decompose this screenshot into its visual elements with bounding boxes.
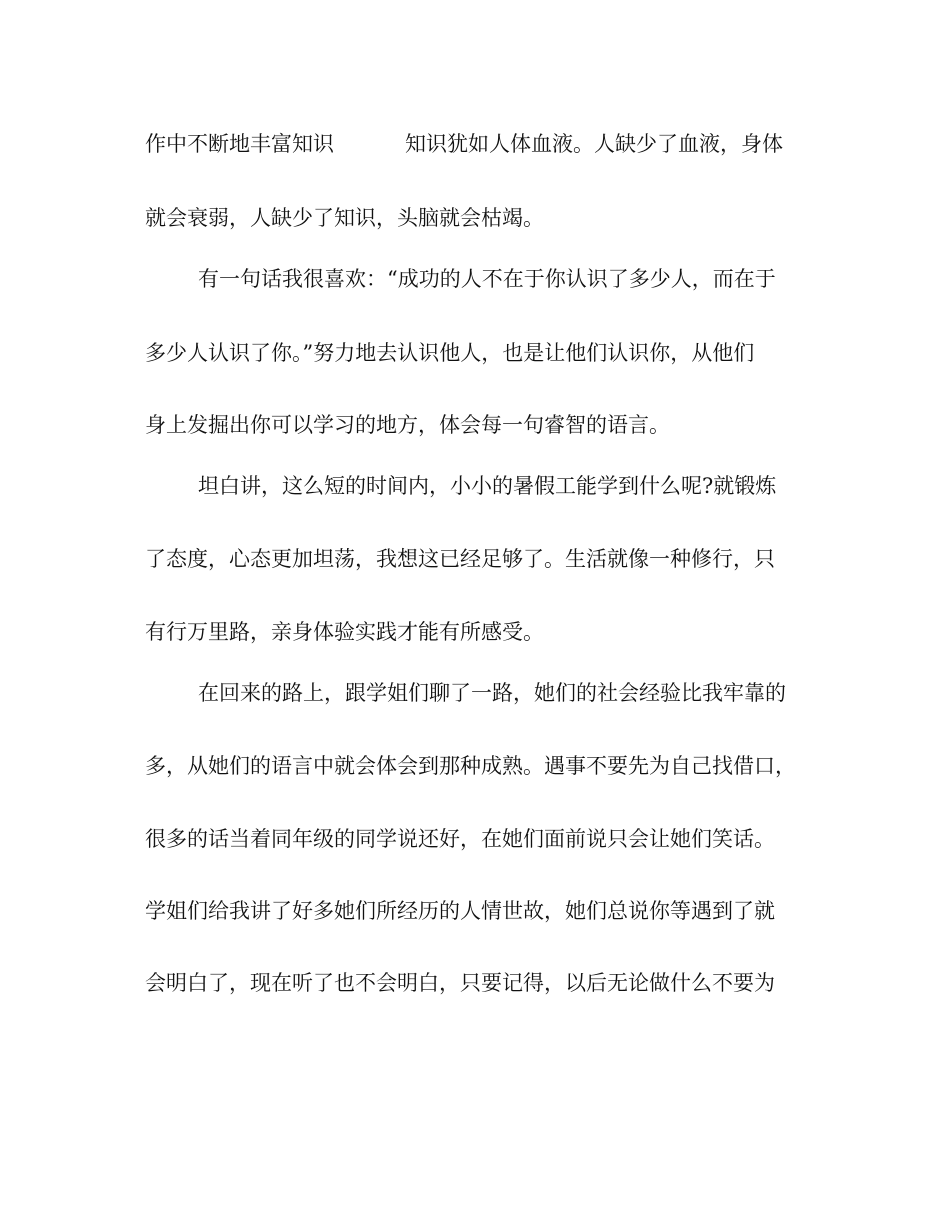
- text-line-3: 有一句话我很喜欢：“成功的人不在于你认识了多少人，而在于: [198, 267, 776, 291]
- text-line-1-part-b: 知识犹如人体血液。人缺少了血液，身体: [405, 132, 783, 156]
- text-line-9: 在回来的路上，跟学姐们聊了一路，她们的社会经验比我牢靠的: [198, 681, 786, 705]
- text-line-13: 会明白了，现在听了也不会明白，只要记得，以后无论做什么不要为: [145, 971, 775, 995]
- text-line-1: [145, 130, 825, 158]
- text-line-8: 有行万里路，亲身体验实践才能有所感受。: [145, 620, 544, 644]
- text-line-12: 学姐们给我讲了好多她们所经历的人情世故，她们总说你等遇到了就: [145, 899, 775, 923]
- text-line-5: 身上发掘出你可以学习的地方，体会每一句睿智的语言。: [145, 413, 670, 437]
- text-line-6: 坦白讲，这么短的时间内，小小的暑假工能学到什么呢?就锻炼: [198, 474, 777, 498]
- text-line-10: 多，从她们的语言中就会体会到那种成熟。遇事不要先为自己找借口，: [145, 754, 796, 778]
- text-line-11: 很多的话当着同年级的同学说还好，在她们面前说只会让她们笑话。: [145, 827, 775, 851]
- text-line-1-part-a: 作中不断地丰富知识: [145, 132, 334, 156]
- text-line-4: 多少人认识了你。”努力地去认识他人，也是让他们认识你，从他们: [145, 341, 755, 365]
- text-line-2: 就会衰弱，人缺少了知识，头脑就会枯竭。: [145, 206, 544, 230]
- text-line-7: 了态度，心态更加坦荡，我想这已经足够了。生活就像一种修行，只: [145, 547, 775, 571]
